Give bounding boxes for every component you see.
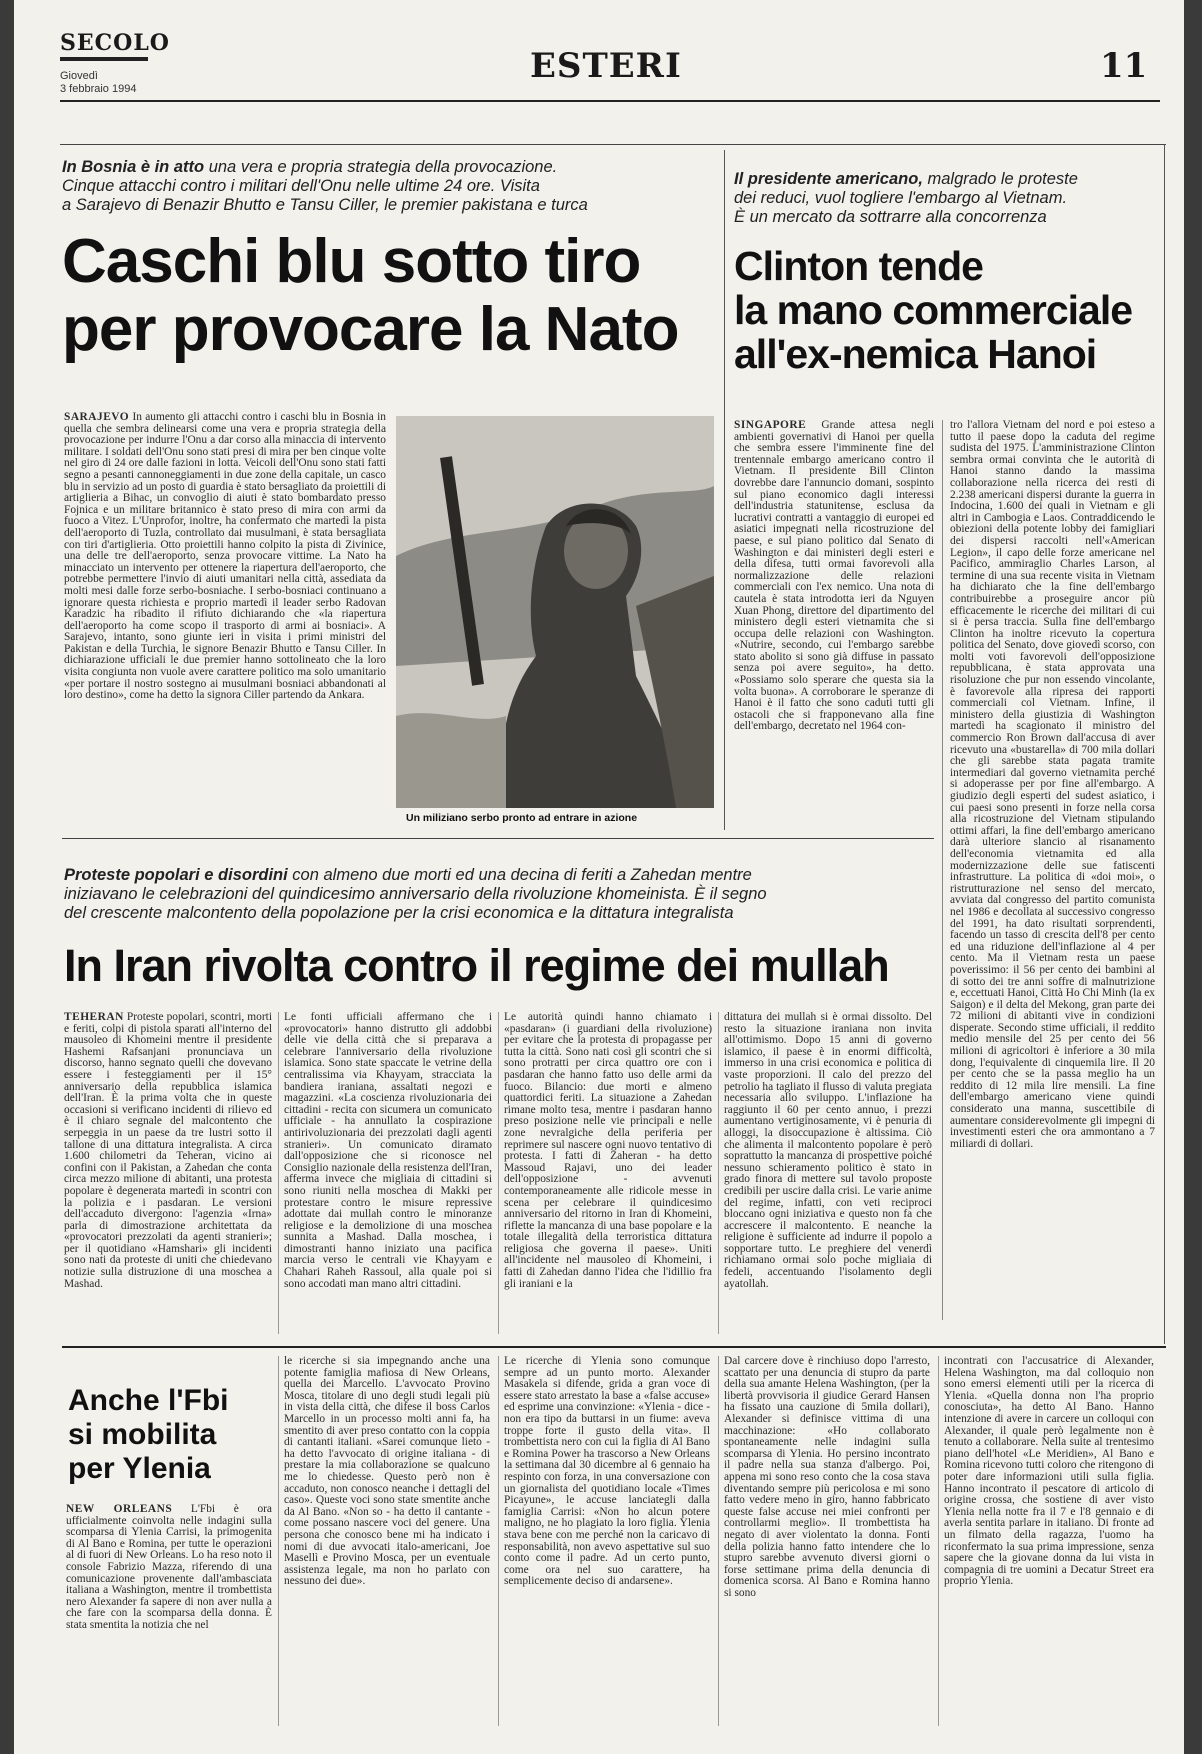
masthead-day: Giovedì — [60, 70, 98, 82]
bosnia-photo-caption: Un miliziano serbo pronto ad entrare in azione — [406, 812, 638, 824]
iran-body-col3: Le autorità quindi hanno chiamato i «pasdaran» (i guardiani della rivoluzione) per evitare che la protesta di propagasse per tutta la città. Sono nati così gli scontri che si sono protratti per circa quattro ore con i pasdaran che hanno fatto uso delle armi da fuoco. Bilancio: due morti e almeno quattordici feriti. La situazione a Zahedan rimane molto tesa, mentre i pasdaran hanno preso posizione nelle vie principali e nelle zone nevralgiche della periferia per reprimere sul nascere ogni nuovo tentativo di protesta. I fatti di Zaheran - ha detto Massoud Rajavi, uno dei leader dell'opposizione - avvenuti contemporaneamente alle ridicole messe in scena per celebrare il quindicesimo anniversario del ritorno in Iran di Khomeini, riflette la mancanza di una base popolare e la totale illegalità della terroristica dittatura religiosa che governa il paese». Uniti all'incidente nel mausoleo di Khomeini, i fatti di Zahedan danno l'idea che l'idillio fra gli iraniani e la — [504, 1012, 712, 1290]
masthead-underline — [60, 57, 148, 61]
fbi-headline — [68, 1384, 268, 1486]
fbi-body-col3: Le ricerche di Ylenia sono comunque sempre ad un punto morto. Alexander Masakela si difende, grida a gran voce di essere stato arrestato la base a «false accuse» ed esprime una convinzione: «Ylenia - dice - non era tipo da buttarsi in un fiume: aveva troppe forte il gusto della vita». Il trombettista nero con cui la figlia di Al Bano e Romina Power ha trascorso a New Orleans la settimana dal 30 dicembre al 6 gennaio ha respinto con forza, in una conversazione con un giornalista del quotidiano locale «Times Picayune», le accuse lanciategli dalla famiglia Carrisi: «Non ho alcun potere maligno, ne ho plagiato la loro figlia. Ylenia stava bene con me perché non la caricavo di responsabilità, non avevo aspettative sul suo conto come il padre. Ad un certo punto, come ora nel suo carattere, ha semplicemente deciso di andarsene». — [504, 1356, 710, 1588]
iran-headline: In Iran rivolta contro il regime dei mullah — [64, 940, 889, 991]
bosnia-headline-line1: Caschi blu sotto tiro — [62, 227, 641, 296]
iran-top-rule — [62, 838, 934, 839]
fbi-divider-4 — [938, 1356, 939, 1726]
bosnia-photo — [396, 416, 714, 808]
bosnia-kicker-line3: a Sarajevo di Benazir Bhutto e Tansu Ciller, le premier pakistana e turca — [62, 196, 588, 214]
clinton-kicker-line3: È un mercato da sottrarre alla concorrenza — [734, 208, 1047, 226]
clinton-col-divider — [942, 420, 943, 1320]
iran-body-col4: dittatura dei mullah si è ormai dissolto. Del resto la situazione iraniana non invita all'ottimismo. Dopo 15 anni di governo islamico, il paese è in enormi difficoltà, immerso in una crisi economica e politica di vaste proporzioni. Il calo del prezzo del petrolio ha tagliato il flusso di valuta pregiata necessaria allo sviluppo. L'inflazione ha raggiunto il 60 per cento annuo, i prezzi aumentano vertiginosamente, vi è penuria di alloggi, la disoccupazione è altissima. Ciò che alimenta il malcontento popolare è però soprattutto la mancanza di prospettive poiché nessuno schieramento politico è stato in grado finora di mettere sul tavolo proposte credibili per uscire dalla crisi. Le varie anime del regime, infatti, con veti reciproci bloccano ogni iniziativa e questo non fa che accrescere il malcontento. E neanche la religione è sufficiente ad indurre il popolo a sopportare tutto. Le preghiere del venerdì richiamano ormai solo poche migliaia di fedeli, accentuando l'isolamento degli ayatollah. — [724, 1012, 932, 1290]
fbi-body-col1-text: L'Fbi è ora ufficialmente coinvolta nelle indagini sulla scomparsa di Ylenia Carrisi, la primogenita di Al Bano e Romina, per tutte le operazioni al di fuori di New Orleans. Lo ha reso noto il console Fabrizio Mazza, riferendo di una comunicazione provenente dall'ambasciata italiana a Washington, mentre il trombettista nero Alexander fa sapere di non aver nulla a che fare con la scomparsa della donna. È stata smentita la notizia che nel — [66, 1504, 272, 1631]
iran-body-col2: Le fonti ufficiali affermano che i «provocatori» hanno distrutto gli addobbi delle vie della città che si preparava a celebrare l'anniversario della rivoluzione islamica. Sono state spaccate le vetrine della centralissima via Khayyam, stracciata la bandiera iraniana, assaltati negozi e magazzini. «La coscienza rivoluzionaria dei cittadini - recita con sicumera un comunicato ufficiale - ha annullato la cospirazione antirivoluzionaria dei prezzolati dagli agenti stranieri». Un comunicato diramato dall'opposizione che si riconosce nel Consiglio nazionale della resistenza dell'Iran, afferma invece che migliaia di cittadini si sono riuniti nella moschea di Makki per protestare contro le misure repressive adottate dai mullah contro le minoranze religiose e la demolizione di una moschea sunnita a Mashad. Dalla moschea, i dimostranti hanno iniziato una pacifica marcia verso le centrali vie Khayyam e Chahari Raheh Rassoul, alla quale poi si sono accodati man mano altri cittadini. — [284, 1012, 492, 1290]
bosnia-kicker-lead: In Bosnia è in atto — [62, 158, 205, 176]
clinton-body-col1-text: Grande attesa negli ambienti governativi di Hanoi per quella che sembra essere l'imminente fine del trentennale embargo americano contro il Vietnam. Il presidente Bill Clinton dovrebbe dare l'annuncio domani, sospinto sul piano economico dagli interessi dell'industria statunitense, esclusa da lucrativi contratti a vantaggio di europei ed asiatici impegnati nella ricostruzione del paese, e sul piano politico dal Senato di Washington e dai ministeri degli esteri e della difesa, tutti ormai favorevoli alla normalizzazione delle relazioni commerciali con l'ex nemico. Una nota di cautela è stata introdotta ieri da Nguyen Xuan Phong, direttore del dipartimento del ministero degli esteri vietnamita che si occupa delle relazioni con Washington. «Nutrire, secondo, cui l'embargo sarebbe stato abolito si sono già diffuse in passato senza poi avere seguito», ha detto. «Possiamo solo sperare che questa sia la volta buona». A corroborare le speranze di Hanoi è il fatto che sono caduti tutti gli ostacoli che si frapponevano alla fine dell'embargo, decretato nel 1964 con- — [734, 420, 934, 733]
iran-kicker — [64, 866, 934, 923]
fbi-divider-2 — [498, 1356, 499, 1726]
top-rule — [60, 100, 1160, 102]
fbi-divider-3 — [718, 1356, 719, 1726]
iran-dateline: TEHERAN — [64, 1012, 124, 1023]
iran-kicker-line2: iniziavano le celebrazioni del quindicesimo anniversario della rivoluzione khomeinista. È il segno — [64, 885, 767, 903]
clinton-headline-line2: la mano commerciale — [734, 287, 1133, 333]
newspaper-page — [14, 0, 1184, 1754]
masthead-name: SECOLO — [60, 30, 170, 56]
bosnia-kicker — [62, 158, 722, 215]
fbi-headline-line3: per Ylenia — [68, 1452, 211, 1485]
clinton-kicker-line2: dei reduci, vuol togliere l'embargo al Vietnam. — [734, 189, 1068, 207]
bosnia-body — [64, 412, 386, 812]
fbi-body-col5: incontrati con l'accusatrice di Alexander, Helena Washington, ma dal colloquio non sono emersi elementi utili per la ricerca di Ylenia. «Quella donna non l'ha proprio conosciuta», ha detto Al Bano. Hanno intenzione di avere in carcere un colloqui con Alexander, il quale però legalmente non è tenuto a collaborare. Nella suite al trentesimo piano dell'hotel «Le Meridien», Al Bano e Romina ricevono tutti coloro che ritengono di poter dare informazioni utili sulla figlia. Hanno incontrato il pescatore di articolo di origine crossa, che sostiene di aver visto Ylenia nella notte fra il 7 e l'8 gennaio e di averla sentita parlare in italiano. Di fronte ad un filmato della ragazza, l'uomo ha riconfermato la sua prima impressione, senza sapere che la giovane donna da lui vista in compagnia di tre uomini a Decatur Street era proprio Ylenia. — [944, 1356, 1154, 1588]
clinton-headline-line3: all'ex-nemica Hanoi — [734, 331, 1097, 377]
fbi-dateline: NEW ORLEANS — [66, 1504, 173, 1515]
frame-top — [60, 144, 1166, 145]
fbi-body-col2: le ricerche si sia impegnando anche una potente famiglia mafiosa di New Orleans, quella dei Marcello. L'avvocato Provino Mosca, titolare di uno degli studi legali più in vista della città, che difese il boss Carlos Marcello in un processo molti anni fa, ha smentito di aver preso contatto con la coppia di cantanti italiani. «Sarei comunque lieto - ha detto l'avvocato di origine italiana - di prestare la mia collaborazione se qualcuno me lo chiedesse. Questo però non è accaduto, non conosco neanche i dettagli del caso». Queste voci sono state smentite anche da Al Bano. «Non so - ha detto il cantante - come possano nascere voci del genere. Una persona che conosco bene mi ha indicato i nomi di due avvocati italo-americani, Joe Masellì e Provino Mosca, per un eventuale assistenza legale, ma non ho parlato con nessuno dei due». — [284, 1356, 490, 1588]
clinton-body-col1 — [734, 420, 934, 825]
bosnia-headline-line2: per provocare la Nato — [62, 295, 679, 364]
fbi-headline-line2: si mobilita — [68, 1418, 217, 1451]
fbi-divider-1 — [278, 1356, 279, 1726]
iran-body-col1-text: Proteste popolari, scontri, morti e feriti, colpi di pistola sparati all'interno del mausoleo di Khomeini mentre il presidente Hashemi Rafsanjani pronunciava un discorso, hanno segnato quelli che dovevano essere i festeggiamenti per il 15° anniversario della repubblica islamica dell'Iran. È la prima volta che in queste occasioni si verificano incidenti di rilievo ed è il chiaro segnale del malcontento che serpeggia in un paese da tre lustri sotto il tallone di una dittatura integralista. A circa 1.600 chilometri da Teheran, vicino ai confini con il Pakistan, a Zahedan che conta circa mezzo milione di abitanti, una protesta popolare è degenerata martedì in scontri con la polizia e i pasdaran. Le versioni dell'accaduto divergono: l'agenzia «Irna» parla di dimostrazione architettata da «provocatori prezzolati da agenti stranieri»; per il quotidiano «Hamshari» gli incidenti sono nati da proteste di uniti che chiedevano notizie sulla distruzione di una moschea a Mashad. — [64, 1012, 272, 1290]
bosnia-headline — [62, 228, 742, 364]
bosnia-clinton-divider — [724, 150, 725, 830]
section-title: ESTERI — [530, 46, 682, 86]
photo-soldier-illustration — [396, 416, 714, 808]
bosnia-dateline: SARAJEVO — [64, 412, 130, 423]
iran-divider-1 — [278, 1012, 279, 1334]
masthead-date: 3 febbraio 1994 — [60, 83, 137, 95]
clinton-body-col2: tro l'allora Vietnam del nord e poi esteso a tutto il paese dopo la caduta del regime sudista del 1975. L'amministrazione Clinton sembra ormai convinta che le autorità di Hanoi stanno dando la massima collaborazione nella ricerca dei resti di 2.238 americani dispersi durante la guerra in Indocina, 1.600 dei quali in Vietnam e gli altri in Cambogia e Laos. Contraddicendo le obiezioni della potente lobby dei famigliari dei dispersi raccolti nell'«American Legion», il capo delle forze americane nel Pacifico, ammiraglio Charles Larson, al termine di una sua recente visita in Vietnam ha dichiarato che la fine dell'embargo contribuirebbe a proseguire ancor più efficacemente le ricerche dei militari di cui si è persa traccia. Sulla fine dell'embargo Clinton ha inoltre ricevuto la copertura politica del Senato, dove giovedì scorso, con molti voti favorevoli dell'opposizione repubblicana, è stata approvata una risoluzione che pur non essendo vincolante, è favorevole alla ripresa dei rapporti commerciali col Vietnam. Infine, il ministero della giustizia di Washington martedì ha scagionato il ministro del commercio Ron Brown dall'accusa di aver ricevuto una «bustarella» di 700 mila dollari che gli sarebbe stata pagata tramite intermediari dal governo vietnamita perché si adoperasse per por fine all'embargo. A giudizio degli esperti del sudest asiatico, i cui paesi sono presenti in forze nella corsa alla ricostruzione del Vietnam stipulando ottimi affari, la fine dell'embargo americano darà ulteriore slancio al risanamento dell'economia vietnamita ed alla modernizzazione delle sue fatiscenti infrastrutture. La politica di «doi moi», o ristrutturazione nel senso del mercato, avviata dal congresso del partito comunista nel 1986 e decollata al successivo congresso del 1991, ha dato risultati sorprendenti, facendo un tasso di crescita dell'8 per cento ed una riduzione dell'inflazione al 4 per cento. Ma il Vietnam resta un paese poverissimo: il 56 per cento dei bambini al di sotto dei tre anni soffre di malnutrizione e, eccettuati Hanoi, Città Ho Chi Minh (la ex Saigon) e il delta del Mekong, gran parte dei 72 milioni di abitanti vive in condizioni disperate. Secondo stime ufficiali, il reddito medio mensile del 25 per cento dei 56 milioni di agricoltori è inferiore a 30 mila dong, l'equivalente di cinquemila lire. Il 20 per cento che se la passa meglio ha un reddito di 12 mila lire mensili. La fine dell'embargo americano viene quindi considerato una manna, suscettibile di aumentare considerevolmente gli impegni di investimenti esteri che ora ammontano a 7 miliardi di dollari. — [950, 420, 1155, 1150]
clinton-kicker-rest: malgrado le proteste — [927, 170, 1078, 188]
bosnia-body-text: In aumento gli attacchi contro i caschi blu in Bosnia in quella che sembra delinearsi come una vera e propria strategia della provocazione per indurre l'Onu a dar corso alla minaccia di intervento militare. I soldati dell'Onu sono stati presi di mira per ben cinque volte nel giro di 24 ore dalle fazioni in lotta. Veicoli dell'Onu sono stati fatti segno a pesanti cannoneggiamenti in due zone della capitale, un casco blu in servizio ad un posto di guardia è stato bersagliato da proiettili di artiglieria a Bihac, un convoglio di aiuti è stato bombardato presso Fojnica e un militare britannico è stato preso di mira con armi da fuoco a Vitez. L'Unprofor, inoltre, ha confermato che martedì la pista dell'aeroporto di Tuzla, controllato dai musulmani, è stata bersagliata con tiri d'artiglieria. Otto proiettili hanno colpito la pista di Zivinice, una delle tre dell'aeroporto, senza provocare vittime. La Nato ha minacciato un intervento per ottenere la riapertura dell'aeroporto, che potrebbe permettere l'invio di aiuti umanitari nella città, assediata da molti mesi dalle forze serbo-bosniache. I serbo-bosniaci continuano a ignorare questa richiesta e proprio martedì il leader serbo Radovan Karadzic ha ribadito il rifiuto dichiarando che «la riapertura dell'aeroporto ha come scopo il trasporto di armi ai bosniaci». A Sarajevo, intanto, sono giunte ieri in visita i primi ministri del Pakistan e della Turchia, le signore Benazir Bhutto e Tansu Ciller. In dichiarazione ufficiali le due premier hanno sottolineato che la loro visita congiunta non vuole avere carattere politico ma solo umanitario «per portare il nostro sostegno ai musulmani bosniaci abbandonati al loro destino», come ha detto la signora Ciller partendo da Ankara. — [64, 412, 386, 702]
bosnia-kicker-line2: Cinque attacchi contro i militari dell'Onu nelle ultime 24 ore. Visita — [62, 177, 540, 195]
clinton-kicker-lead: Il presidente americano, — [734, 170, 923, 188]
clinton-headline — [734, 244, 1164, 376]
page-number: 11 — [1100, 46, 1148, 86]
iran-body-col1 — [64, 1012, 272, 1337]
fbi-headline-line1: Anche l'Fbi — [68, 1384, 229, 1417]
clinton-kicker — [734, 170, 1154, 227]
fbi-body-col4: Dal carcere dove è rinchiuso dopo l'arresto, scattato per una denuncia di stupro da parte della sua amante Helena Washington, (per la libertà provvisoria il giudice Gerard Hansen ha fissato una cauzione di 5mila dollari), Alexander si definisce vittima di una macchinazione: «Ho collaborato spontaneamente nelle indagini sulla scomparsa di Ylenia. Ho persino incontrato il padre nella sua stanza d'albergo. Poi, appena mi sono reso conto che la cosa stava diventando sempre più pericolosa e mi sono fatto vedere meno in giro, hanno fabbricato queste false accuse nei miei confronti per controllarmi meglio». Il trombettista ha negato di aver violentato la donna. Fonti della polizia hanno fatto intendere che lo stupro sarebbe avvenuto diversi giorni o forse settimane prima della denuncia di domenica scorsa. Al Bano e Romina hanno si sono — [724, 1356, 930, 1599]
iran-kicker-rest: con almeno due morti ed una decina di feriti a Zahedan mentre — [292, 866, 752, 884]
iran-kicker-lead: Proteste popolari e disordini — [64, 866, 288, 884]
iran-divider-3 — [718, 1012, 719, 1334]
fbi-body-col1 — [66, 1504, 272, 1724]
iran-divider-2 — [498, 1012, 499, 1334]
frame-right — [1164, 144, 1165, 1344]
bosnia-kicker-rest: una vera e propria strategia della provocazione. — [208, 158, 558, 176]
iran-kicker-line3: del crescente malcontento della popolazione per la crisi economica e la dittatura integralista — [64, 904, 734, 922]
clinton-dateline: SINGAPORE — [734, 420, 807, 431]
clinton-headline-line1: Clinton tende — [734, 243, 983, 289]
fbi-top-rule — [62, 1346, 1166, 1348]
